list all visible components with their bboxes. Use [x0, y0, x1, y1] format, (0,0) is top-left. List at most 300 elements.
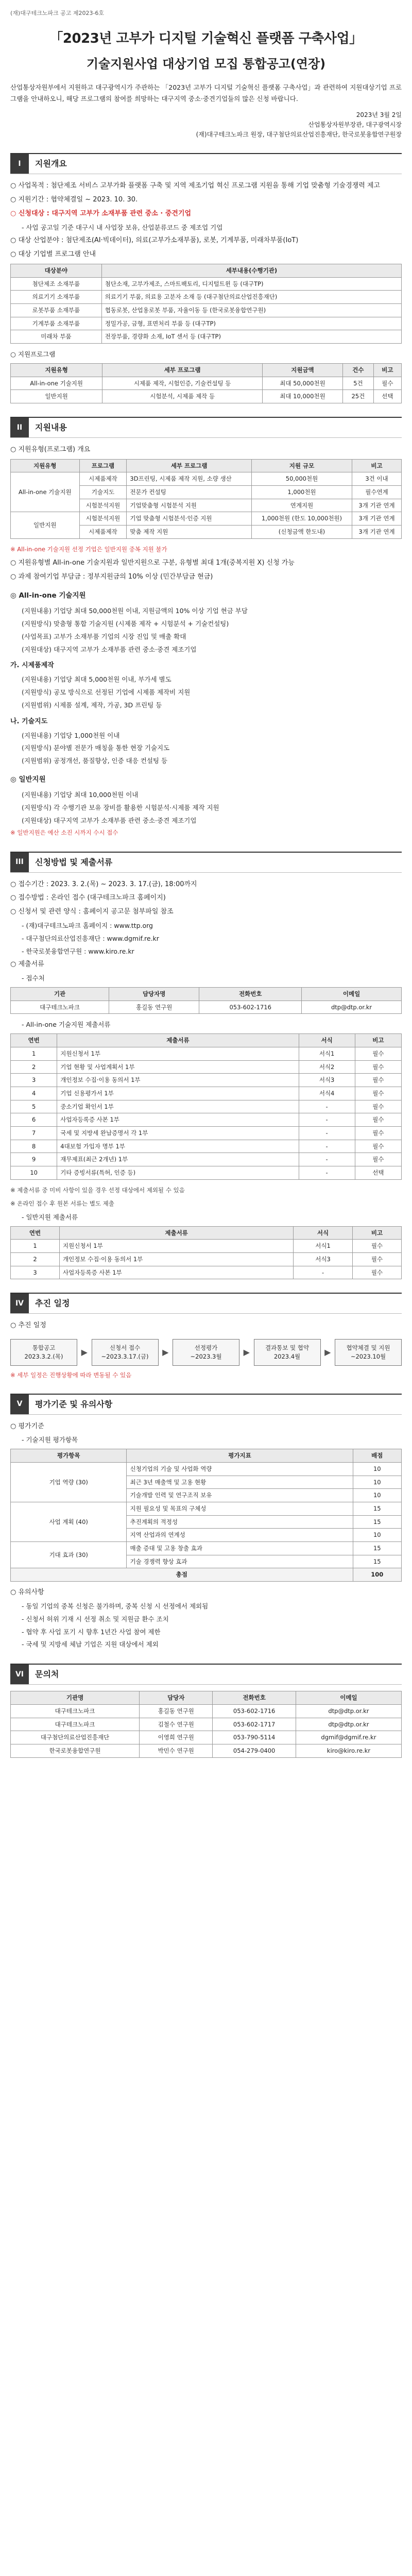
table-cell: 기술 경쟁력 향상 효과: [127, 1555, 353, 1568]
table-cell: 필수: [355, 1060, 401, 1074]
table-cell: -: [299, 1126, 355, 1140]
section-header-support: [10, 417, 402, 438]
table-header: 연번: [11, 1034, 57, 1047]
table-row: [11, 1153, 402, 1166]
table-cell: 필수: [352, 1266, 401, 1279]
table-cell: 9: [11, 1153, 57, 1166]
table-cell: 필수: [352, 1253, 401, 1266]
prototype-title: 가. 시제품제작: [10, 662, 54, 670]
section-header-contact: [10, 1664, 402, 1685]
table-header: 비고: [352, 459, 402, 472]
section-title: 평가기준 및 유의사항: [35, 1399, 113, 1409]
table-cell: 대구테크노파크: [11, 1001, 109, 1014]
table-cell: 의료기기 소재부품: [11, 291, 102, 304]
table-header: 서식: [294, 1226, 353, 1240]
notice-page: [10, 0, 402, 1775]
table-cell: 필수: [355, 1126, 401, 1140]
table-header: 지원금액: [262, 363, 342, 377]
table-header: 세부내용(수행기관): [101, 264, 401, 277]
table-cell: 10: [353, 1476, 401, 1489]
table-cell: 필수: [355, 1047, 401, 1060]
table-cell: 시제품 제작, 시험인증, 기술컨설팅 등: [102, 377, 263, 390]
table-cell: 053-602-1716: [213, 1704, 296, 1718]
section-header-apply: [10, 852, 402, 873]
table-header: 세부 프로그램: [102, 363, 263, 377]
table-cell: 최근 3년 매출액 및 고용 현황: [127, 1476, 353, 1489]
docs-label: - All-in-one 기술지원 제출서류: [22, 1021, 111, 1029]
arrow-right-icon: ▶: [81, 1347, 88, 1357]
table-total-row: [11, 1568, 402, 1582]
table-cell: 최대 50,000천원: [262, 377, 342, 390]
apply-reception-label: - 접수처: [22, 974, 45, 982]
docs2-table: [10, 1226, 402, 1280]
schedule-step: [173, 1339, 239, 1365]
table-cell: 서식1: [294, 1240, 353, 1253]
overview-period: ○ 지원기간 : 협약체결일 ~ 2023. 10. 30.: [10, 196, 138, 204]
table-cell: 필수: [352, 1240, 401, 1253]
notice-number: (재)대구테크노파크 공고 제2023-6호: [10, 10, 105, 16]
email-link[interactable]: dtp@dtp.or.kr: [296, 1704, 401, 1718]
table-cell: 사업자등록증 사본 1부: [57, 1113, 299, 1127]
table-header: 건수: [343, 363, 374, 377]
section-number: II: [10, 418, 29, 437]
table-cell: 053-602-1717: [213, 1718, 296, 1731]
table-header: 제출서류: [60, 1226, 294, 1240]
table-header: 프로그램: [79, 459, 127, 472]
table-cell: 3D프린팅, 시제품 제작 지원, 소량 생산: [127, 472, 252, 486]
table-cell: 지원신청서 1부: [57, 1047, 299, 1060]
table-row: [11, 1001, 402, 1014]
table-row: [11, 1240, 402, 1253]
table-cell: 지역 산업과의 연계성: [127, 1529, 353, 1542]
table-cell: 맞춤 제작 지원: [127, 525, 252, 538]
schedule-step-date: ~2023.10월: [350, 1352, 386, 1360]
table-cell: 미래차 부품: [11, 330, 102, 344]
table-cell: 3개 기관 연계: [352, 499, 402, 512]
apply-method: ○ 접수방법 : 온라인 접수 (대구테크노파크 홈페이지): [10, 894, 166, 902]
table-cell: 대구첨단의료산업진흥재단: [11, 1731, 140, 1744]
table-cell: 지원 필요성 및 목표의 구체성: [127, 1502, 353, 1515]
table-cell: 전장부품, 경량화 소재, IoT 센서 등 (대구TP): [101, 330, 401, 344]
table-cell: All-in-one 기술지원: [11, 472, 80, 512]
overview-program-guide: ○ 대상 기업별 프로그램 안내: [10, 250, 96, 259]
table-row: [11, 390, 402, 403]
table-header: 비고: [355, 1034, 401, 1047]
table-header: 담당자명: [109, 988, 199, 1001]
table-row: [11, 1704, 402, 1718]
prototype-item: (지원방식) 공모 방식으로 선정된 기업에 시제품 제작비 지원: [22, 688, 191, 697]
table-cell: 1,000천원 (한도 10,000천원): [251, 512, 352, 526]
table-cell: 홍길동 연구원: [109, 1001, 199, 1014]
table-cell: 기업 맞춤형 시험분석·인증 지원: [127, 512, 252, 526]
support-matching-fund: ○ 과제 참여기업 부담금 : 정부지원금의 10% 이상 (민간부담금 현금): [10, 572, 213, 581]
table-row: [11, 1731, 402, 1744]
apply-link-dtp[interactable]: - (재)대구테크노파크 홈페이지 : www.ttp.org: [22, 921, 153, 929]
section-number: V: [10, 1395, 29, 1414]
apply-forms: ○ 신청서 및 관련 양식 : 홈페이지 공고문 첨부파일 참조: [10, 908, 174, 916]
caution-item: - 동일 기업의 중복 신청은 불가하며, 중복 신청 시 선정에서 제외됨: [22, 1602, 209, 1610]
table-cell: 전문가 컨설팅: [127, 485, 252, 499]
table-cell: 필수: [373, 377, 401, 390]
table-cell: 개인정보 수집·이용 동의서 1부: [57, 1074, 299, 1087]
docs-note: ※ 제출서류 중 미비 사항이 있을 경우 선정 대상에서 제외될 수 있음: [10, 1186, 185, 1194]
table-row: [11, 303, 402, 317]
general-note: ※ 일반지원은 예산 소진 시까지 수시 접수: [10, 829, 118, 837]
table-cell: 매출 증대 및 고용 창출 효과: [127, 1541, 353, 1555]
table-cell: 이영희 연구원: [140, 1731, 213, 1744]
table-cell: 8: [11, 1140, 57, 1153]
apply-docs-heading: ○ 제출서류: [10, 960, 44, 969]
section-title: 신청방법 및 제출서류: [35, 857, 113, 867]
table-cell: 15: [353, 1502, 401, 1515]
table-row: [11, 1541, 402, 1555]
table-cell: 국세 및 지방세 완납증명서 각 1부: [57, 1126, 299, 1140]
table-cell: 5: [11, 1100, 57, 1113]
consulting-item: (지원내용) 기업당 1,000천원 이내: [22, 731, 120, 739]
table-header: 세부 프로그램: [127, 459, 252, 472]
table-cell: 협동로봇, 산업용로봇 부품, 자율이동 등 (한국로봇융합연구원): [101, 303, 401, 317]
arrow-right-icon: ▶: [324, 1347, 331, 1357]
evaluation-subheading: - 기술지원 평가항목: [22, 1436, 78, 1444]
table-cell: 25건: [343, 390, 374, 403]
table-cell: 10: [11, 1166, 57, 1179]
general-item: (지원방식) 각 수행기관 보유 장비를 활용한 시험분석·시제품 제작 지원: [22, 803, 219, 811]
schedule-step: [254, 1339, 321, 1365]
schedule-step-date: ~2023.3.17.(금): [101, 1352, 149, 1360]
table-cell: 사업 계획 (40): [11, 1502, 127, 1541]
schedule-step: [10, 1339, 77, 1365]
table-cell: -: [299, 1153, 355, 1166]
table-cell: 기술지도: [79, 485, 127, 499]
table-cell: 053-790-5114: [213, 1731, 296, 1744]
table-cell: -: [299, 1113, 355, 1127]
evaluation-table: [10, 1449, 402, 1582]
schedule-step-date: ~2023.3월: [190, 1352, 222, 1360]
table-header: 연번: [11, 1226, 60, 1240]
evaluation-heading: ○ 평가기준: [10, 1422, 44, 1430]
table-cell: 중소기업 확인서 1부: [57, 1100, 299, 1113]
table-cell: 일반지원: [11, 512, 80, 538]
table-cell: 홍길동 연구원: [140, 1704, 213, 1718]
caution-item: - 국세 및 지방세 체납 기업은 지원 대상에서 제외: [22, 1640, 159, 1649]
table-cell: 최대 10,000천원: [262, 390, 342, 403]
prototype-item: (지원범위) 시제품 설계, 제작, 가공, 3D 프린팅 등: [22, 701, 162, 709]
schedule-heading: ○ 추진 일정: [10, 1321, 46, 1330]
table-row: [11, 1502, 402, 1515]
email-link[interactable]: dgmif@dgmif.re.kr: [296, 1731, 401, 1744]
table-header: 지원유형: [11, 363, 102, 377]
support-type-rule: ○ 지원유형별 All-in-one 기술지원과 일반지원으로 구분, 유형별 최대 1개(중복지원 X) 신청 가능: [10, 558, 295, 567]
table-cell: 2: [11, 1253, 60, 1266]
table-cell: 7: [11, 1126, 57, 1140]
table-header: 대상분야: [11, 264, 102, 277]
table-header: 지원유형: [11, 459, 80, 472]
table-cell: -: [299, 1100, 355, 1113]
table-row: [11, 291, 402, 304]
table-cell: 기업 신용평가서 1부: [57, 1087, 299, 1100]
table-cell: 일반지원: [11, 390, 102, 403]
support-table-note: ※ All-in-one 기술지원 선정 기업은 일반지원 중복 지원 불가: [10, 545, 167, 553]
support-type-table: [10, 459, 402, 539]
table-cell: 필수: [355, 1074, 401, 1087]
allinone-item: (지원대상) 대구지역 고부가 소재부품 관련 중소·중견 제조기업: [22, 645, 197, 653]
notice-subtitle: 기술지원사업 대상기업 모집 통합공고(연장): [86, 56, 326, 71]
table-cell: 6: [11, 1113, 57, 1127]
table-cell: 시제품제작: [79, 472, 127, 486]
cautions-heading: ○ 유의사항: [10, 1588, 44, 1596]
table-row: [11, 330, 402, 344]
table-cell: 추진계획의 적정성: [127, 1515, 353, 1529]
table-cell: 필수: [355, 1113, 401, 1127]
section-number: I: [10, 154, 29, 174]
table-header: 비고: [352, 1226, 401, 1240]
table-cell: 서식4: [299, 1087, 355, 1100]
caution-item: - 신청서 허위 기재 시 선정 취소 및 지원금 환수 조치: [22, 1615, 169, 1623]
table-cell: 필수: [355, 1100, 401, 1113]
table-row: [11, 472, 402, 486]
table-header: 이메일: [296, 1691, 401, 1705]
overview-purpose: ○ 사업목적 : 첨단제조 서비스 고부가화 플랫폼 구축 및 지역 제조기업 혁신 프로그램 지원을 통해 기업 맞춤형 기술경쟁력 제고: [10, 182, 381, 190]
table-cell: 기업 역량 (30): [11, 1462, 127, 1502]
table-row: [11, 377, 402, 390]
table-cell: 10: [353, 1529, 401, 1542]
section-title: 지원내용: [35, 422, 67, 432]
schedule-step-title: 결과통보 및 협약: [265, 1344, 310, 1352]
table-row: [11, 1087, 402, 1100]
overview-field: ○ 대상 산업분야 : 첨단제조(AI·빅데이터), 의료(고부가소재부품), 로봇, 기계부품, 미래차부품(IoT): [10, 236, 299, 245]
lead-paragraph: 산업통상자원부에서 지원하고 대구광역시가 주관하는 「2023년 고부가 디지털 기술혁신 플랫폼 구축사업」과 관련하여 지원대상기업 프로그램을 안내하오니, 해당 프로그램의 참여를 희망하는 대구지역 중소·중견기업들의 많은 신청 바랍니다.: [10, 83, 402, 103]
table-header: 제출서류: [57, 1034, 299, 1047]
section-header-overview: [10, 153, 402, 174]
table-cell: 박민수 연구원: [140, 1744, 213, 1757]
schedule-step: [92, 1339, 159, 1365]
table-row: [11, 1140, 402, 1153]
table-cell: 총점: [11, 1568, 353, 1582]
table-cell: -: [299, 1166, 355, 1179]
arrow-right-icon: ▶: [243, 1347, 250, 1357]
table-cell: 기타 증빙서류(특허, 인증 등): [57, 1166, 299, 1179]
table-cell: 기업 현황 및 사업계획서 1부: [57, 1060, 299, 1074]
apply-period: ○ 접수기간 : 2023. 3. 2.(목) ~ 2023. 3. 17.(금), 18:00까지: [10, 880, 197, 888]
caution-item: - 협약 후 사업 포기 시 향후 1년간 사업 참여 제한: [22, 1628, 161, 1636]
table-cell: 필수연계: [352, 485, 402, 499]
allinone-item: (사업목표) 고부가 소재부품 기업의 시장 진입 및 매출 확대: [22, 632, 186, 640]
table-cell: 1: [11, 1047, 57, 1060]
table-cell: 3건 이내: [352, 472, 402, 486]
table-cell: 김철수 연구원: [140, 1718, 213, 1731]
table-cell: 100: [353, 1568, 401, 1582]
program-label: ○ 지원프로그램: [10, 350, 56, 358]
table-header: 기관명: [11, 1691, 140, 1705]
section-header-evaluation: [10, 1394, 402, 1415]
table-cell: 선택: [373, 390, 401, 403]
table-header: 담당자: [140, 1691, 213, 1705]
table-row: [11, 1060, 402, 1074]
table-cell: 서식1: [299, 1047, 355, 1060]
schedule-step-title: 신청서 접수: [109, 1344, 141, 1352]
allinone-item: (지원방식) 맞춤형 통합 기술지원 (시제품 제작 + 시험분석 + 기술컨설팅): [22, 619, 229, 628]
date-signature: [10, 110, 402, 140]
table-row: [11, 1166, 402, 1179]
table-cell: 의료기기 부품, 의료용 고분자 소재 등 (대구첨단의료산업진흥재단): [101, 291, 401, 304]
table-row: [11, 1047, 402, 1060]
table-cell: 신청기업의 기술 및 사업화 역량: [127, 1462, 353, 1476]
section-title: 추진 일정: [35, 1298, 70, 1309]
program-table: [10, 363, 402, 403]
table-cell: 기술개발 인력 및 연구조직 보유: [127, 1489, 353, 1502]
schedule-step: [335, 1339, 402, 1365]
table-cell: All-in-one 기술지원: [11, 377, 102, 390]
table-cell: 1: [11, 1240, 60, 1253]
table-cell: 시제품제작: [79, 525, 127, 538]
table-cell: 1,000천원: [251, 485, 352, 499]
table-cell: 3개 기관 연계: [352, 512, 402, 526]
schedule-note: ※ 세부 일정은 진행상황에 따라 변동될 수 있음: [10, 1371, 132, 1379]
schedule-step-date: 2023.3.2.(목): [24, 1352, 63, 1360]
section-number: III: [10, 853, 29, 872]
signer-line-1: 산업통상자원부장관, 대구광역시장: [308, 121, 402, 128]
table-cell: 첨단제조 소재부품: [11, 277, 102, 291]
table-row: [11, 1100, 402, 1113]
signer-line-2: (재)대구테크노파크 원장, 대구첨단의료산업진흥재단, 한국로봇융합연구원장: [196, 131, 402, 139]
table-cell: 15: [353, 1515, 401, 1529]
table-cell: 서식3: [294, 1253, 353, 1266]
table-cell: 서식3: [299, 1074, 355, 1087]
table-cell: 기업맞춤형 시험분석 지원: [127, 499, 252, 512]
allinone-item: (지원내용) 기업당 최대 50,000천원 이내, 지원금액의 10% 이상 기업 현금 부담: [22, 606, 248, 615]
email-link[interactable]: dtp@dtp.or.kr: [296, 1718, 401, 1731]
table-cell: 3: [11, 1266, 60, 1279]
table-row: [11, 1126, 402, 1140]
email-link[interactable]: dtp@dtp.or.kr: [302, 1001, 402, 1014]
table-cell: 기대 효과 (30): [11, 1541, 127, 1568]
section-title: 지원개요: [35, 159, 67, 169]
table-row: [11, 1253, 402, 1266]
table-cell: 3: [11, 1074, 57, 1087]
general-title: ◎ 일반지원: [10, 775, 46, 784]
table-cell: 시험분석지원: [79, 512, 127, 526]
table-cell: 첨단소재, 고부가제조, 스마트팩토리, 디지털트윈 등 (대구TP): [101, 277, 401, 291]
table-cell: 053-602-1716: [199, 1001, 302, 1014]
table-cell: 5건: [343, 377, 374, 390]
notice-title: 「2023년 고부가 디지털 기술혁신 플랫폼 구축사업」: [49, 31, 363, 47]
general-item: (지원내용) 기업당 최대 10,000천원 이내: [22, 790, 139, 799]
docs-table: [10, 1033, 402, 1179]
consulting-item: (지원범위) 공정개선, 품질향상, 인증 대응 컨설팅 등: [22, 757, 168, 765]
table-cell: -: [299, 1140, 355, 1153]
table-cell: 대구테크노파크: [11, 1704, 140, 1718]
table-cell: -: [294, 1266, 353, 1279]
docs2-label: - 일반지원 제출서류: [22, 1213, 78, 1221]
table-cell: 15: [353, 1555, 401, 1568]
table-row: [11, 317, 402, 330]
section-title: 문의처: [35, 1669, 59, 1680]
table-row: [11, 277, 402, 291]
table-row: [11, 1266, 402, 1279]
table-cell: 필수: [355, 1087, 401, 1100]
docs-note: ※ 온라인 접수 후 원본 서류는 별도 제출: [10, 1199, 114, 1207]
table-cell: 로봇부품 소재부품: [11, 303, 102, 317]
schedule-step-title: 선정평가: [194, 1344, 218, 1352]
table-header: 평가지표: [127, 1449, 353, 1463]
table-cell: 시험분석, 시제품 제작 등: [102, 390, 263, 403]
table-cell: 시험분석지원: [79, 499, 127, 512]
section-number: VI: [10, 1665, 29, 1684]
table-cell: 사업자등록증 사본 1부: [60, 1266, 294, 1279]
table-row: [11, 1744, 402, 1757]
table-cell: 10: [353, 1462, 401, 1476]
section-number: IV: [10, 1294, 29, 1313]
schedule-step-title: 협약체결 및 지원: [346, 1344, 390, 1352]
table-cell: 한국로봇융합연구원: [11, 1744, 140, 1757]
table-header: 기관: [11, 988, 109, 1001]
table-cell: 필수: [355, 1140, 401, 1153]
table-cell: 10: [353, 1489, 401, 1502]
overview-target: ○ 신청대상 : 대구지역 고부가 소재부품 관련 중소 · 중견기업: [10, 209, 192, 217]
overview-target-detail: - 사업 공고일 기준 대구시 내 사업장 보유, 산업분류코드 중 제조업 기업: [22, 223, 223, 231]
table-cell: 기계부품 소재부품: [11, 317, 102, 330]
reception-table: [10, 987, 402, 1014]
consulting-title: 나. 기술지도: [10, 717, 48, 725]
prototype-item: (지원내용) 기업당 최대 5,000천원 이내, 부가세 별도: [22, 675, 171, 684]
apply-link-dgmif[interactable]: - 대구첨단의료산업진흥재단 : www.dgmif.re.kr: [22, 934, 159, 942]
schedule-step-date: 2023.4월: [273, 1352, 301, 1360]
table-cell: 50,000천원: [251, 472, 352, 486]
table-header: 비고: [373, 363, 401, 377]
apply-link-kiro[interactable]: - 한국로봇융합연구원 : www.kiro.re.kr: [22, 947, 134, 955]
notice-date: 2023년 3월 2일: [356, 111, 402, 118]
consulting-item: (지원방식) 분야별 전문가 매칭을 통한 현장 기술지도: [22, 744, 170, 752]
section-header-schedule: [10, 1293, 402, 1314]
table-header: 전화번호: [213, 1691, 296, 1705]
table-header: 평가항목: [11, 1449, 127, 1463]
table-row: [11, 512, 402, 526]
table-header: 배점: [353, 1449, 401, 1463]
table-row: [11, 1462, 402, 1476]
table-cell: 선택: [355, 1166, 401, 1179]
table-cell: 054-279-0400: [213, 1744, 296, 1757]
allinone-title: ◎ All-in-one 기술지원: [10, 591, 86, 600]
table-cell: 3개 기관 연계: [352, 525, 402, 538]
general-item: (지원대상) 대구지역 고부가 소재부품 관련 중소·중견 제조기업: [22, 816, 197, 824]
table-header: 지원 규모: [251, 459, 352, 472]
table-cell: 2: [11, 1060, 57, 1074]
email-link[interactable]: kiro@kiro.re.kr: [296, 1744, 401, 1757]
table-cell: 4대보험 가입자 명부 1부: [57, 1140, 299, 1153]
table-cell: 대구테크노파크: [11, 1718, 140, 1731]
table-cell: 서식2: [299, 1060, 355, 1074]
table-cell: 필수: [355, 1153, 401, 1166]
table-header: 전화번호: [199, 988, 302, 1001]
table-cell: 4: [11, 1087, 57, 1100]
table-row: [11, 1074, 402, 1087]
schedule-step-title: 통합공고: [32, 1344, 56, 1352]
support-type-intro: ○ 지원유형(프로그램) 개요: [10, 445, 91, 453]
table-cell: 연계지원: [251, 499, 352, 512]
table-cell: 정밀가공, 금형, 표면처리 부품 등 (대구TP): [101, 317, 401, 330]
table-cell: (신청금액 한도내): [251, 525, 352, 538]
table-cell: 15: [353, 1541, 401, 1555]
table-cell: 개인정보 수집·이용 동의서 1부: [60, 1253, 294, 1266]
arrow-right-icon: ▶: [162, 1347, 169, 1357]
table-header: 이메일: [302, 988, 402, 1001]
contact-table: [10, 1691, 402, 1757]
table-cell: 재무제표(최근 2개년) 1부: [57, 1153, 299, 1166]
table-cell: 지원신청서 1부: [60, 1240, 294, 1253]
target-field-table: [10, 264, 402, 344]
table-row: [11, 1113, 402, 1127]
schedule-flow: [10, 1339, 402, 1365]
